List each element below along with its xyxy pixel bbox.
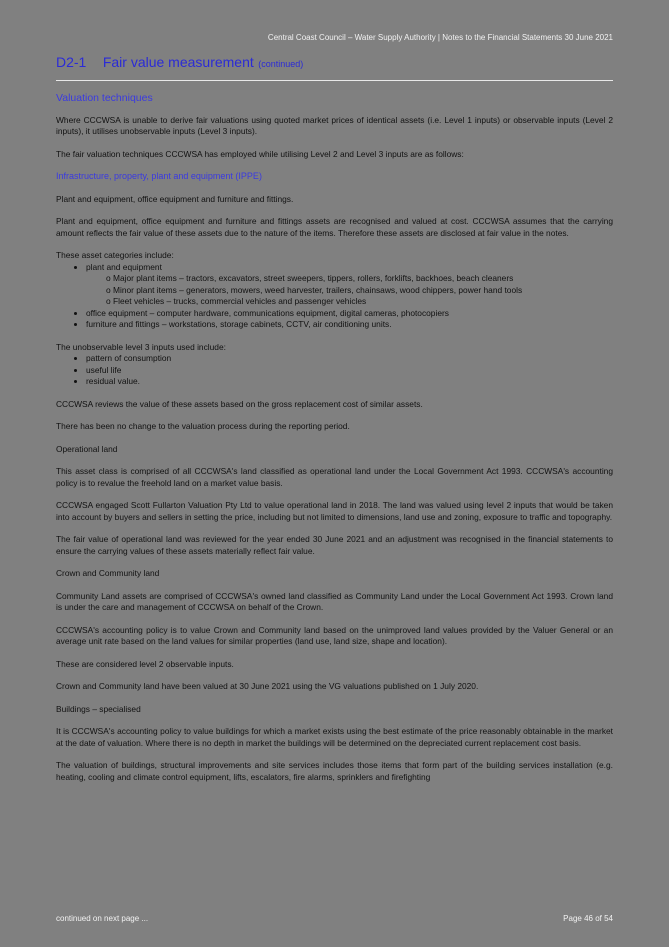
continued-label: (continued)	[258, 59, 304, 69]
title-divider	[56, 80, 613, 81]
subheading-plant: Plant and equipment, office equipment and furniture and fittings.	[56, 193, 294, 204]
paragraph: This asset class is comprised of all CCCWSA's land classified as operational land under the Local Government Act 1993. CCCWSA's accounting policy is to revalue the freehold land on a market value basis.	[56, 466, 613, 488]
subheading-buildings: Buildings – specialised	[56, 703, 141, 714]
paragraph: These are considered level 2 observable inputs.	[56, 658, 234, 669]
section-heading-valuation: Valuation techniques	[56, 92, 153, 104]
note-heading: Fair value measurement	[102, 54, 254, 70]
paragraph: The fair value of operational land was reviewed for the year ended 30 June 2021 and an adjustment was recognised in the financial statements to ensure the carrying values of these assets materially reflect fair value.	[56, 534, 613, 556]
list-item: o Fleet vehicles – trucks, commercial vehicles and passenger vehicles	[106, 296, 613, 308]
list-item: • office equipment – computer hardware, communications equipment, digital cameras, photocopiers	[86, 308, 613, 320]
list-item: • pattern of consumption	[86, 353, 613, 365]
paragraph: CCCWSA reviews the value of these assets based on the gross replacement cost of similar assets.	[56, 398, 423, 409]
paragraph: The valuation of buildings, structural improvements and site services includes those items that form part of the building services installation (e.g. heating, cooling and climate control equipment, lifts, escalators, fire alarms, sprinklers and firefighting	[56, 760, 613, 782]
note-number: D2-1	[56, 54, 87, 70]
continued-note: continued on next page ...	[56, 914, 149, 923]
note-body	[56, 93, 613, 794]
paragraph: It is CCCWSA's accounting policy to value buildings for which a market exists using the best estimate of the price reasonably obtainable in the market at the date of valuation. Where there is no depth in market the buildings will be determined on the depreciated current replacement cost basis.	[56, 726, 613, 748]
paragraph: The fair valuation techniques CCCWSA has employed while utilising Level 2 and Level 3 inputs are as follows:	[56, 148, 464, 159]
inputs-list	[56, 353, 613, 388]
list-item: • plant and equipment o Major plant items – tractors, excavators, street sweepers, tippers, rollers, forklifts, backhoes, beach cleaners o Minor plant items – generators, mowers, weed harvester, trailers, chainsaws, wood chippers, power hand tools o Fleet vehicles – trucks, commercial vehicles and passenger vehicles	[86, 262, 613, 308]
paragraph: Crown and Community land have been valued at 30 June 2021 using the VG valuations published on 1 July 2020.	[56, 681, 479, 691]
list-intro: The unobservable level 3 inputs used include:	[56, 341, 226, 352]
list-item: • residual value.	[86, 376, 613, 388]
paragraph: CCCWSA engaged Scott Fullarton Valuation Pty Ltd to value operational land in 2018. The land was valued using level 2 inputs that would be taken into account by buyers and sellers in setting the price, including but not limited to dimensions, land use and zoning, exposure to traffic and topography.	[56, 500, 613, 522]
sub-list	[86, 273, 613, 308]
list-item: o Minor plant items – generators, mowers, weed harvester, trailers, chainsaws, wood chippers, power hand tools	[106, 285, 613, 297]
list-item: • useful life	[86, 365, 613, 377]
subheading-operational-land: Operational land	[56, 443, 118, 454]
page-number: Page 46 of 54	[563, 914, 613, 923]
asset-category-list	[56, 262, 613, 331]
list-intro: These asset categories include:	[56, 250, 174, 260]
paragraph: There has been no change to the valuation process during the reporting period.	[56, 421, 350, 431]
running-header: Central Coast Council – Water Supply Authority | Notes to the Financial Statements 30 June 2021	[267, 33, 613, 42]
paragraph: Community Land assets are comprised of CCCWSA's owned land classified as Community Land under the Local Government Act 1993. Crown land is under the care and management of CCCWSA on behalf of the Crown.	[56, 590, 613, 612]
subheading-crown-land: Crown and Community land	[56, 568, 160, 578]
list-item: • furniture and fittings – workstations, storage cabinets, CCTV, air conditioning units.	[86, 319, 613, 331]
page-footer	[56, 914, 613, 923]
paragraph: Plant and equipment, office equipment and furniture and fittings assets are recognised and valued at cost. CCCWSA assumes that the carrying amount reflects the fair value of these assets due to the nature of the items. Therefore these assets are disclosed at fair value in the notes.	[56, 216, 613, 238]
paragraph: Where CCCWSA is unable to derive fair valuations using quoted market prices of identical assets (i.e. Level 1 inputs) or observable inputs (Level 2 inputs), it utilises unobservable inputs (Level 3 inputs).	[56, 114, 613, 136]
note-title	[56, 54, 303, 72]
section-heading-ippe: Infrastructure, property, plant and equipment (IPPE)	[56, 171, 262, 181]
paragraph: CCCWSA's accounting policy is to value Crown and Community land based on the unimproved land values provided by the Valuer General or an average unit rate based on the land values for similar properties (land use, land size, shape and location).	[56, 624, 613, 646]
list-item: o Major plant items – tractors, excavators, street sweepers, tippers, rollers, forklifts, backhoes, beach cleaners	[106, 273, 613, 285]
